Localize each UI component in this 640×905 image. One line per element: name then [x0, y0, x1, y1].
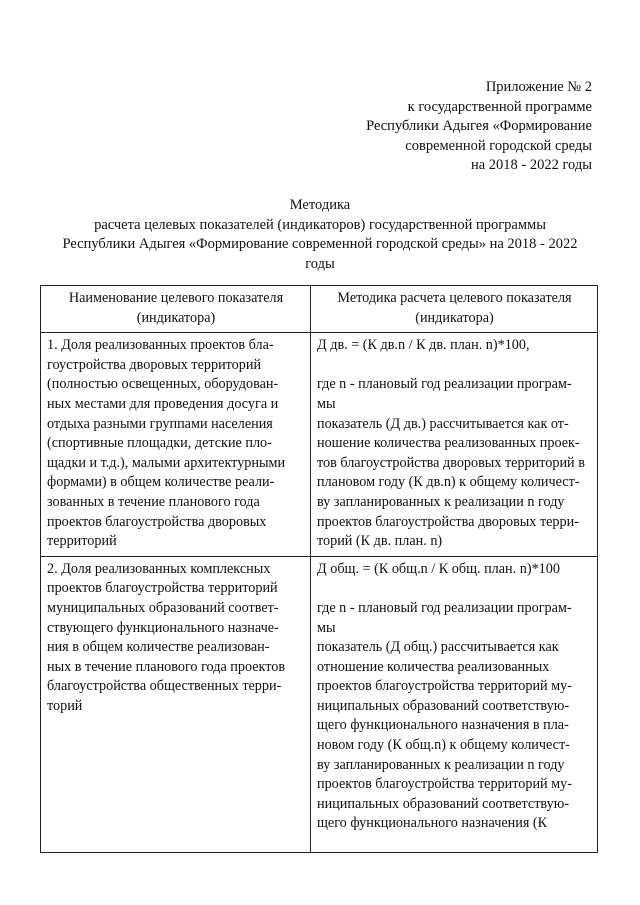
cell-line: Д общ. = (К общ.n / К общ. план. n)*100	[317, 560, 560, 577]
cell-line	[317, 356, 592, 376]
cell-line: щего функционального назначения в пла-	[317, 717, 569, 734]
table-row	[41, 556, 598, 852]
cell-line: мы	[317, 395, 336, 412]
indicators-table	[40, 285, 598, 853]
appendix-line: на 2018 - 2022 годы	[470, 157, 592, 173]
cell-line: проектов благоустройства территорий	[47, 580, 278, 597]
cell-line: новом году (К общ.n) к общему количест-	[317, 737, 570, 754]
cell-line: проектов благоустройства дворовых терри-	[317, 513, 579, 530]
cell-line: гоустройства дворовых территорий	[47, 356, 262, 373]
title-line: Республики Адыгея «Формирование современной городской среды» на 2018 - 2022	[62, 236, 578, 252]
cell-line: торий	[47, 697, 83, 714]
cell-line: ния в общем количестве реализован-	[47, 639, 270, 656]
header-line: (индикатора)	[136, 309, 216, 326]
calculation-method-cell	[311, 556, 598, 852]
title-line: Методика	[289, 197, 351, 213]
indicator-name-cell	[41, 556, 311, 852]
calculation-method-cell	[311, 333, 598, 557]
cell-line: ву запланированных к реализации n году	[317, 493, 565, 510]
table-row	[41, 333, 598, 557]
cell-line: 2. Доля реализованных комплексных	[47, 560, 271, 577]
header-line: (индикатора)	[415, 309, 494, 326]
cell-line: (спортивные площадки, детские пло-	[47, 435, 272, 452]
title-line: годы	[305, 255, 335, 272]
cell-line: мы	[317, 619, 336, 636]
cell-line: проектов благоустройства дворовых	[47, 513, 267, 530]
cell-line: 1. Доля реализованных проектов бла-	[47, 337, 274, 354]
cell-line: зованных в течение планового года	[47, 493, 260, 510]
cell-line: показатель (Д дв.) рассчитывается как от-	[317, 415, 569, 432]
cell-line: муниципальных образований соответ-	[47, 599, 279, 616]
header-calculation-method	[311, 286, 598, 333]
appendix-line: к государственной программе	[407, 98, 592, 115]
cell-line: показатель (Д общ.) рассчитывается как	[317, 639, 559, 656]
cell-line: где n - плановый год реализации програм-	[317, 599, 572, 616]
document-title	[40, 196, 600, 274]
cell-line: формами) в общем количестве реали-	[47, 474, 275, 491]
cell-line: ствующего функционального назначе-	[47, 619, 279, 636]
title-line: расчета целевых показателей (индикаторов) государственной программы	[94, 216, 546, 233]
cell-line: Д дв. = (К дв.n / К дв. план. n)*100,	[317, 337, 530, 354]
table-header-row	[41, 286, 598, 333]
appendix-note	[366, 78, 592, 176]
cell-line: щего функционального назначения (К	[317, 815, 548, 832]
cell-line: ву запланированных к реализации n году	[317, 756, 565, 773]
cell-line: тов благоустройства дворовых территорий в	[317, 454, 585, 471]
header-indicator-name	[41, 286, 311, 333]
cell-line: торий (К дв. план. n)	[317, 533, 443, 550]
indicator-name-cell	[41, 333, 311, 557]
cell-line: ных местами для проведения досуга и	[47, 395, 279, 412]
cell-line: где n - плановый год реализации програм-	[317, 376, 572, 393]
cell-line: ниципальных образований соответствую-	[317, 795, 570, 812]
appendix-line: современной городской среды	[405, 137, 592, 154]
cell-line: щадки и т.д.), малыми архитектурными	[47, 454, 286, 471]
appendix-line: Республики Адыгея «Формирование	[366, 118, 592, 134]
header-line: Методика расчета целевого показателя	[337, 290, 572, 306]
cell-line: проектов благоустройства территорий му-	[317, 776, 572, 793]
header-line: Наименование целевого показателя	[68, 290, 284, 306]
cell-line: отдыха разными группами населения	[47, 415, 273, 432]
cell-line: проектов благоустройства территорий му-	[317, 678, 572, 695]
cell-line: (полностью освещенных, оборудован-	[47, 376, 279, 393]
cell-line: территорий	[47, 533, 117, 550]
appendix-line: Приложение № 2	[485, 79, 592, 95]
cell-line	[317, 579, 592, 599]
cell-line: отношение количества реализованных	[317, 658, 550, 675]
cell-line: ных в течение планового года проектов	[47, 658, 286, 675]
cell-line: ниципальных образований соответствую-	[317, 697, 570, 714]
cell-line: ношение количества реализованных проек-	[317, 435, 580, 452]
cell-line: благоустройства общественных терри-	[47, 678, 282, 695]
cell-line: плановом году (К дв.n) к общему количест-	[317, 474, 580, 491]
